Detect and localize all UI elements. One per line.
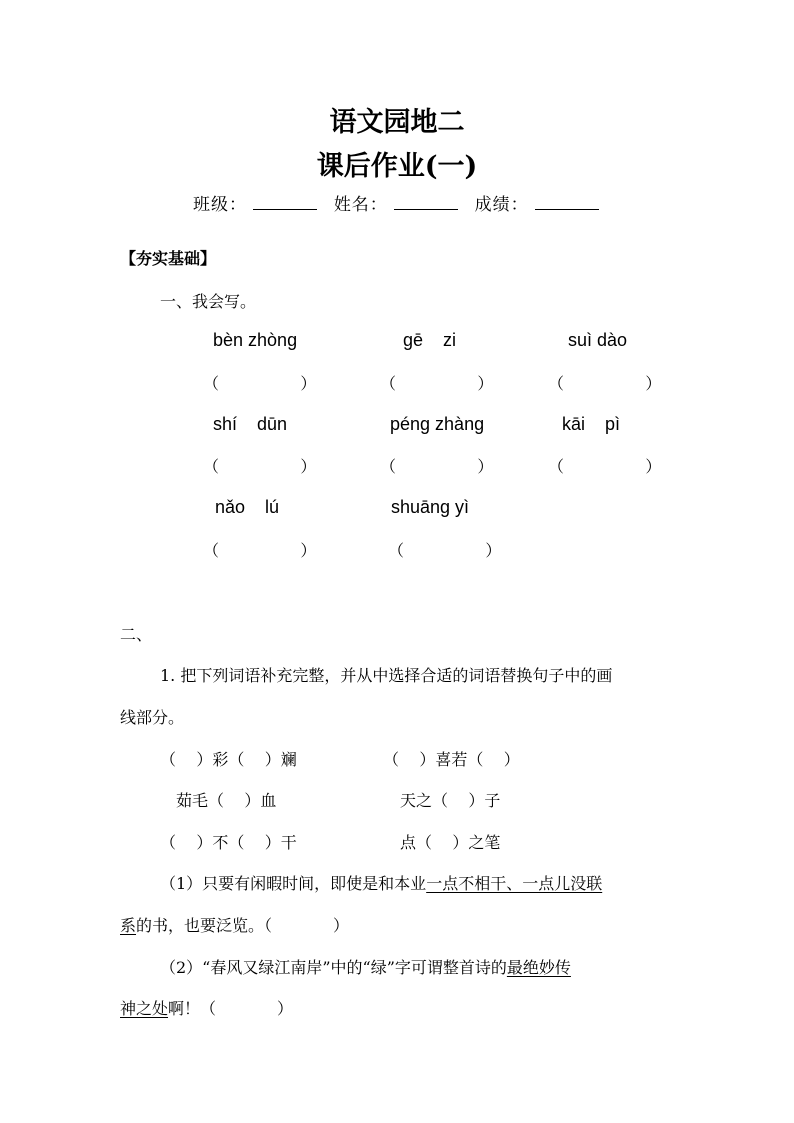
- pinyin-item: péng zhàng: [390, 414, 485, 434]
- score-label: 成绩：: [474, 195, 529, 215]
- idiom-fill[interactable]: （ ）喜若（ ）: [383, 750, 520, 769]
- pinyin-item: kāi pì: [562, 414, 621, 434]
- section-heading: 【夯实基础】: [120, 249, 217, 268]
- pinyin-item: nǎo lú: [215, 497, 280, 517]
- sentence-text: （2）“春风又绿江南岸”中的“绿”字可谓整首诗的: [160, 958, 507, 977]
- question-1-title: 一、我会写。: [160, 292, 257, 311]
- pinyin-item: shuāng yì: [391, 497, 470, 517]
- sentence-2-line-1: [160, 955, 571, 978]
- underlined-phrase: 一点不相干、一点儿没联: [426, 874, 603, 893]
- sentence-1-line-1: [160, 871, 602, 894]
- score-blank[interactable]: [535, 193, 599, 210]
- answer-blank[interactable]: （ ）: [380, 374, 494, 393]
- idiom-fill[interactable]: 天之（ ）子: [400, 791, 501, 810]
- answer-blank[interactable]: （ ）: [548, 457, 662, 476]
- idiom-fill[interactable]: （ ）彩（ ）斓: [160, 750, 297, 769]
- pinyin-item: suì dào: [568, 330, 628, 350]
- answer-blank[interactable]: （ ）: [203, 457, 317, 476]
- underlined-phrase: 最绝妙传: [506, 958, 571, 977]
- section-2-number: 二、: [120, 625, 153, 644]
- class-blank[interactable]: [253, 193, 317, 210]
- pinyin-item: bèn zhòng: [213, 330, 298, 350]
- name-blank[interactable]: [394, 193, 458, 210]
- sentence-text: 啊！（ ）: [168, 999, 294, 1018]
- idiom-fill[interactable]: 茹毛（ ）血: [176, 791, 277, 810]
- question-instruction-cont: 线部分。: [120, 708, 185, 727]
- question-instruction: 1. 把下列词语补充完整，并从中选择合适的词语替换句子中的画: [160, 666, 613, 685]
- page-subtitle: 课后作业(一): [316, 151, 478, 182]
- student-info-row: [193, 190, 599, 215]
- page-title: 语文园地二: [329, 107, 465, 138]
- name-label: 姓名：: [333, 195, 388, 215]
- underlined-phrase: 系: [120, 916, 137, 935]
- answer-blank[interactable]: （ ）: [203, 374, 317, 393]
- sentence-text: 的书，也要泛览。（ ）: [136, 916, 350, 935]
- sentence-text: （1）只要有闲暇时间，即使是和本业: [160, 874, 427, 893]
- answer-blank[interactable]: （ ）: [203, 541, 317, 560]
- idiom-fill[interactable]: （ ）不（ ）干: [160, 833, 297, 852]
- pinyin-item: shí dūn: [213, 414, 288, 434]
- underlined-phrase: 神之处: [120, 999, 169, 1018]
- idiom-fill[interactable]: 点（ ）之笔: [400, 833, 501, 852]
- class-label: 班级：: [193, 195, 247, 215]
- pinyin-item: gē zi: [403, 330, 457, 350]
- sentence-1-line-2: [120, 913, 349, 936]
- answer-blank[interactable]: （ ）: [380, 457, 494, 476]
- sentence-2-line-2: [120, 996, 293, 1019]
- answer-blank[interactable]: （ ）: [548, 374, 662, 393]
- answer-blank[interactable]: （ ）: [388, 541, 502, 560]
